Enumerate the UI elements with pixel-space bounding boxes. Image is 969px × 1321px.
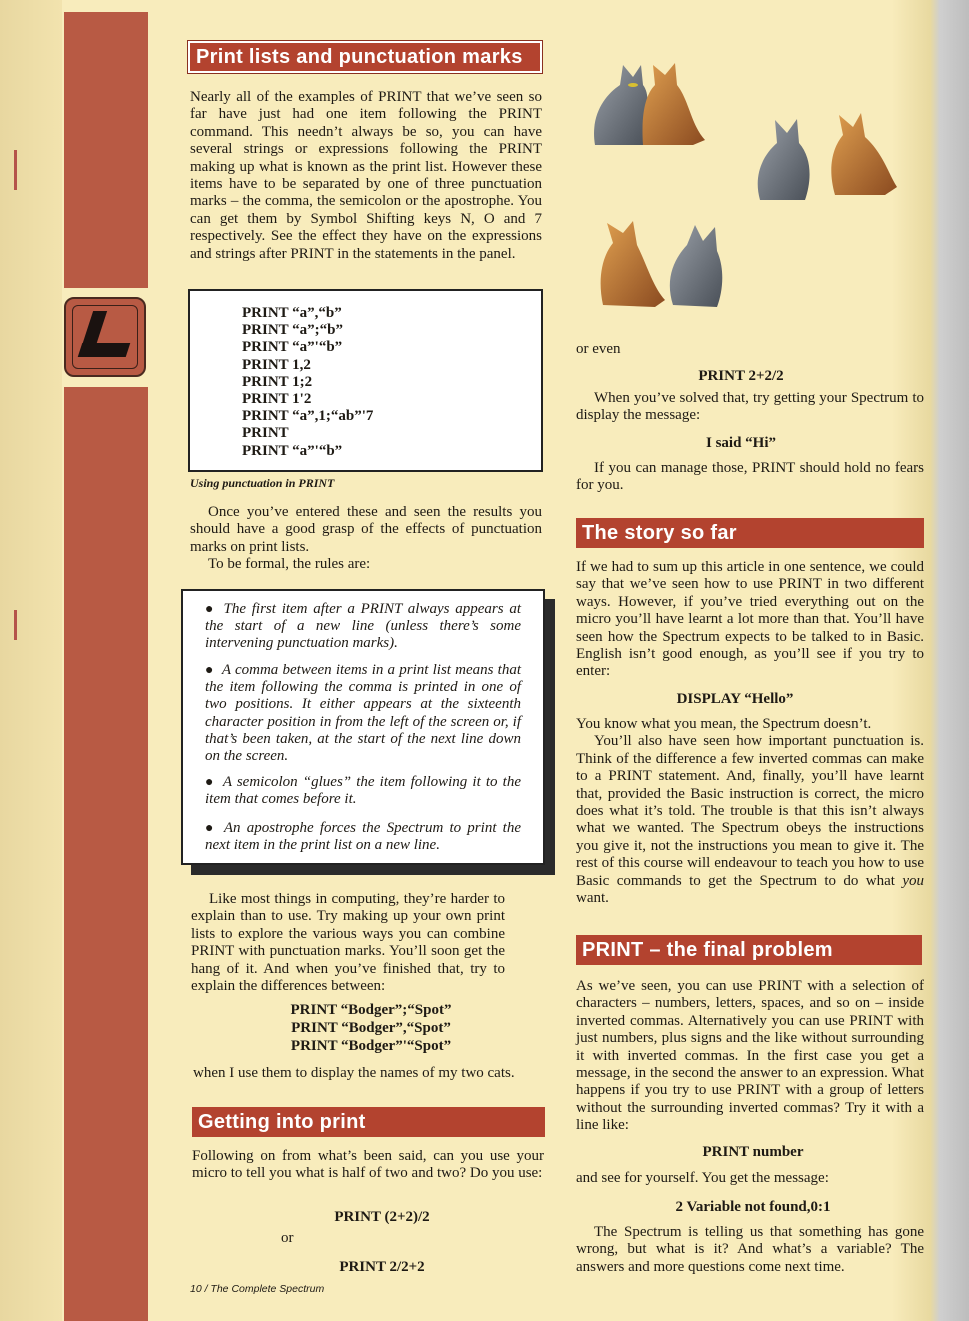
- ginger-cat: [831, 113, 897, 195]
- code-line: PRINT “a”;“b”: [242, 322, 343, 339]
- or-text: or: [281, 1230, 294, 1246]
- code-expression-2: PRINT 2/2+2: [339, 1259, 425, 1275]
- rule-item: ● A comma between items in a print list means that the item following the comma is printed in one of two positions. It either appears at the sixteenth character position in from the left of the screen or, if that’s been taken, at the start of the next line down on the screen.: [205, 662, 521, 765]
- code-line: PRINT 1'2: [242, 391, 312, 408]
- edge-mark: [14, 610, 17, 640]
- paragraph-final-problem: As we’ve seen, you can use PRINT with a selection of characters – numbers, letters, spaces, and so on – inside inverted commas. Alternatively you can use PRINT with just numbers, plus signs and the like without surrounding it with inverted commas. In the first case you get a message, in the second the answer to an expression. What happens if you try to use PRINT with a group of letters without the surrounding inverted commas? Try it with a line like:: [576, 978, 924, 1134]
- section-heading-final-problem: PRINT – the final problem: [576, 935, 922, 965]
- paragraph-half-of-two: Following on from what’s been said, can you use your micro to tell you what is half of two and two? Do you use:: [192, 1148, 544, 1182]
- code-line: PRINT 1,2: [242, 356, 311, 373]
- code-error-message: 2 Variable not found,0:1: [675, 1199, 831, 1215]
- paragraph-harder-to-explain: Like most things in computing, they’re harder to explain than to use. Try making up your own print lists to explore the various ways you can combine PRINT with punctuation marks. You’ll soon get the hang of it. And when you’ve finished that, try to explain the differences between:: [191, 891, 505, 995]
- paragraph-story: If we had to sum up this article in one sentence, we could say that we’ve seen how to use PRINT in two different ways. However, if you’ve tried everything out on the micro you’ll have learnt a lot more than that. You’ll have seen how the Spectrum expects to be talked to in Basic. English isn’t good enough, as you’ll see if you try to enter:: [576, 559, 924, 680]
- paragraph-results: Once you’ve entered these and seen the results you should have a good grasp of the effects of punctuation marks on print lists. To be formal, the rules are:: [190, 504, 542, 573]
- paragraph-see-for-yourself: and see for yourself. You get the message:: [576, 1170, 829, 1186]
- section-heading-story-so-far: The story so far: [576, 518, 924, 548]
- or-even-text: or even: [576, 341, 621, 357]
- code-expression-3: PRINT 2+2/2: [698, 368, 784, 384]
- code-line: PRINT “a”,1;“ab”'7: [242, 408, 374, 425]
- paragraph-no-fears: If you can manage those, PRINT should hold no fears for you.: [576, 460, 924, 494]
- decorative-stripe-bottom: [64, 387, 148, 1321]
- paragraph-two-cats: when I use them to display the names of my two cats.: [193, 1065, 515, 1081]
- code-panel-caption: Using punctuation in PRINT: [190, 476, 335, 490]
- code-line: PRINT “Bodger”;“Spot”: [290, 1002, 452, 1018]
- rule-item: ● The first item after a PRINT always appears at the start of a new line (unless there’s some intervening punctuation marks).: [205, 601, 521, 652]
- grey-cat: [670, 225, 722, 307]
- paragraph-next-time: The Spectrum is telling us that something has gone wrong, but what is it? And what’s a variable? The answers and more questions come next time.: [576, 1224, 924, 1275]
- edge-mark: [14, 150, 17, 190]
- code-line: PRINT: [242, 425, 289, 442]
- rules-panel: [181, 589, 545, 865]
- rule-item: ● An apostrophe forces the Spectrum to print the next item in the print list on a new line.: [205, 820, 521, 854]
- paragraph-punctuation: You know what you mean, the Spectrum doesn’t. You’ll also have seen how important punctuation is. Think of the difference a few inverted commas can make to a PRINT statement. And, finally, you’ll have learnt that, provided the Basic instruction is correct, the micro does what it’s told. The trouble is that this isn’t always what we wanted. The Spectrum obeys the instructions you give it, not the instructions you mean to give it. The rest of this course will endeavour to teach you how to use Basic commands to get the Spectrum to do what you want.: [576, 716, 924, 907]
- code-line: PRINT “a”'“b”: [242, 339, 343, 356]
- cats-illustration: [585, 55, 915, 320]
- code-line: PRINT “Bodger”,“Spot”: [291, 1020, 451, 1036]
- grey-cat: [758, 119, 810, 200]
- code-message: I said “Hi”: [705, 435, 777, 451]
- ginger-cat: [643, 63, 706, 145]
- grey-cat: [594, 65, 648, 145]
- code-expression-1: PRINT (2+2)/2: [334, 1209, 430, 1225]
- code-display: DISPLAY “Hello”: [676, 691, 794, 707]
- page-left-margin: [0, 0, 62, 1321]
- ginger-cat: [601, 221, 665, 307]
- section-heading-getting-into-print: Getting into print: [192, 1107, 545, 1137]
- paragraph-solved: When you’ve solved that, try getting your Spectrum to display the message:: [576, 390, 924, 424]
- learner-l-plate-icon: [64, 297, 146, 377]
- decorative-stripe-top: [64, 12, 148, 288]
- rule-item: ● A semicolon “glues” the item following it to the item that comes before it.: [205, 774, 521, 808]
- code-line: PRINT 1;2: [242, 373, 313, 390]
- code-panel: [188, 289, 543, 472]
- code-line: PRINT “a”'“b”: [242, 442, 343, 459]
- code-print-number: PRINT number: [702, 1144, 804, 1160]
- code-cats: [191, 1001, 551, 1055]
- code-line: PRINT “a”,“b”: [242, 305, 342, 321]
- intro-paragraph: Nearly all of the examples of PRINT that we’ve seen so far have just had one item following the PRINT command. This needn’t always be so, you can have several strings or expressions following the PRINT making up what is known as the print list. However these items have to be separated by one of three punctuation marks – the comma, the semicolon or the apostrophe. You can get them by Symbol Shifting keys N, O and 7 respectively. See the effect they have on the expressions and strings after PRINT in the statements in the panel.: [190, 89, 542, 262]
- page-footer: 10 / The Complete Spectrum: [190, 1283, 325, 1295]
- code-line: PRINT “Bodger”'“Spot”: [290, 1038, 452, 1054]
- section-heading-print-lists: Print lists and punctuation marks: [188, 41, 542, 73]
